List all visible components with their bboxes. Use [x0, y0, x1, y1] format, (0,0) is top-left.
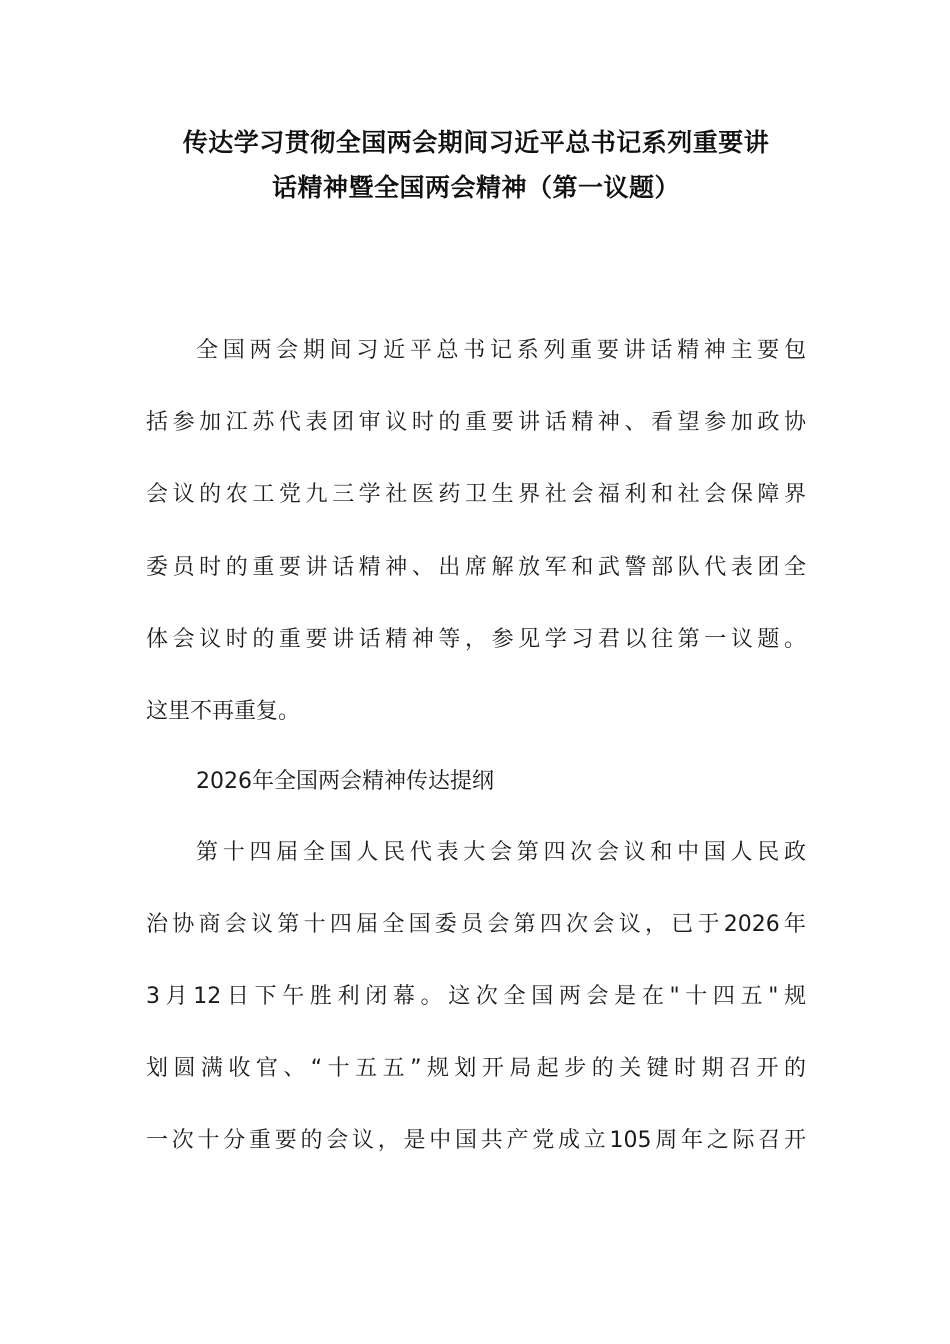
paragraph-line: 全国两会期间习近平总书记系列重要讲话精神主要包 [196, 338, 806, 363]
paragraph-line: 体会议时的重要讲话精神等，参见学习君以往第一议题。 [146, 627, 806, 652]
paragraph-line: 第十四届全国人民代表大会第四次会议和中国人民政 [196, 840, 806, 865]
paragraph-line: 一次十分重要的会议，是中国共产党成立105周年之际召开 [146, 1128, 806, 1153]
paragraph-line: 划圆满收官、“十五五”规划开局起步的关键时期召开的 [146, 1056, 806, 1081]
document-title-line-1: 传达学习贯彻全国两会期间习近平总书记系列重要讲 [182, 128, 770, 157]
paragraph-line: 治协商会议第十四届全国委员会第四次会议，已于2026年 [146, 912, 806, 937]
paragraph-line: 括参加江苏代表团审议时的重要讲话精神、看望参加政协 [146, 410, 806, 435]
document-title-line-2: 话精神暨全国两会精神（第一议题） [271, 173, 680, 202]
paragraph-line: 会议的农工党九三学社医药卫生界社会福利和社会保障界 [146, 482, 806, 507]
paragraph-line: 委员时的重要讲话精神、出席解放军和武警部队代表团全 [146, 555, 806, 580]
section-heading: 2026年全国两会精神传达提纲 [196, 769, 494, 794]
paragraph-line: 3月12日下午胜利闭幕。这次全国两会是在"十四五"规 [146, 984, 806, 1009]
paragraph-line: 这里不再重复。 [146, 699, 301, 724]
